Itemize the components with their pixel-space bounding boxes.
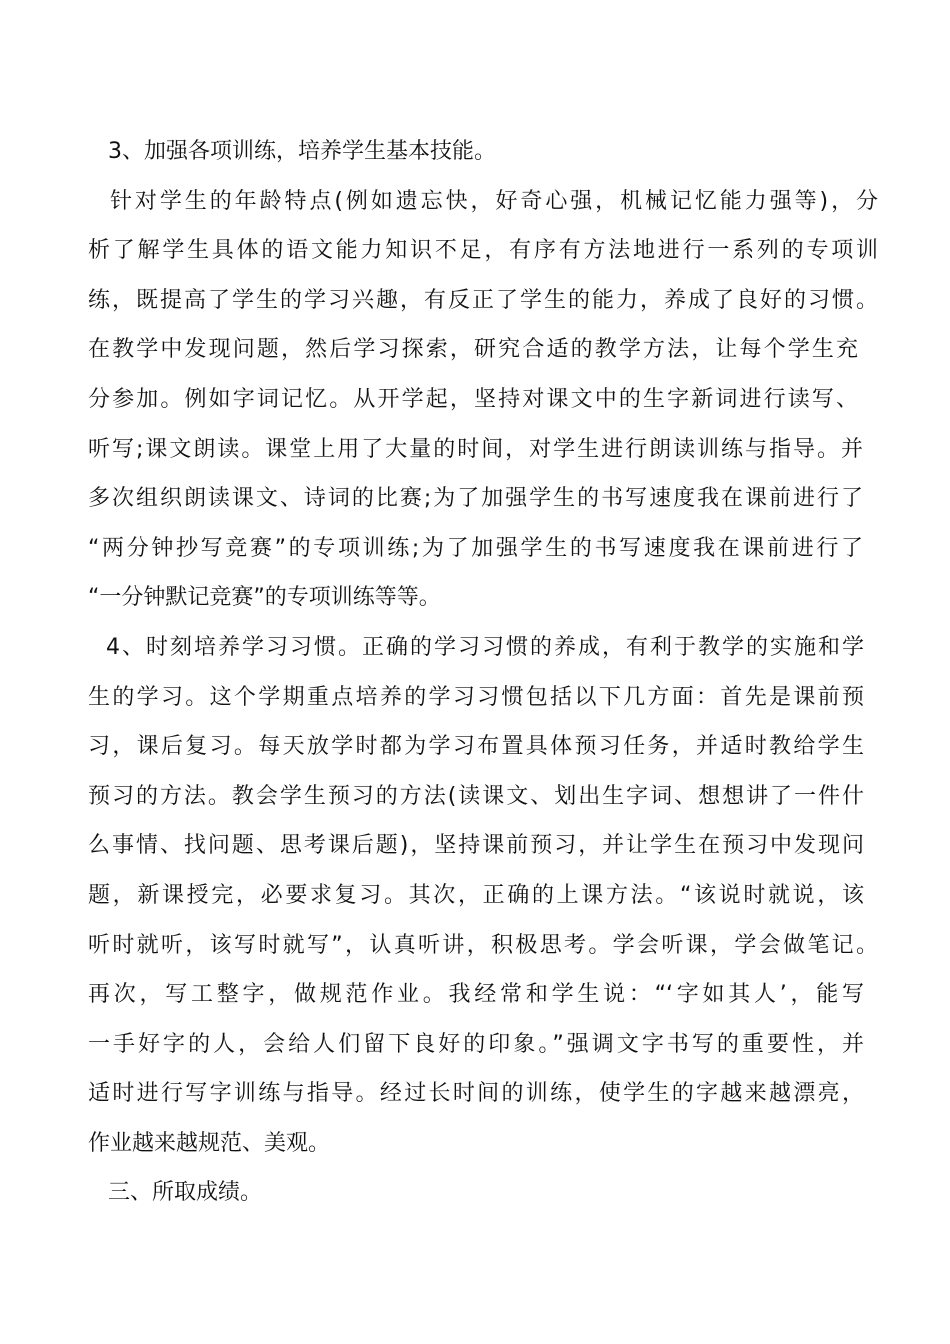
paragraph-line: 题，新课授完，必要求复习。其次，正确的上课方法。“该说时就说，该 xyxy=(88,882,864,908)
paragraph-line: 在教学中发现问题，然后学习探索，研究合适的教学方法，让每个学生充 xyxy=(88,337,858,363)
section-heading-4: 4、时刻培养学习习惯。正确的学习习惯的养成，有利于教学的实施和学 xyxy=(106,634,864,660)
paragraph-line: 分参加。例如字词记忆。从开学起，坚持对课文中的生字新词进行读写、 xyxy=(88,386,858,412)
paragraph-line: 预习的方法。教会学生预习的方法(读课文、划出生字词、想想讲了一件什 xyxy=(88,783,864,809)
paragraph-line: 一手好字的人，会给人们留下良好的印象。”强调文字书写的重要性，并 xyxy=(88,1031,864,1057)
paragraph-line: 多次组织朗读课文、诗词的比赛;为了加强学生的书写速度我在课前进行了 xyxy=(88,486,863,512)
paragraph-line: “一分钟默记竞赛”的专项训练等等。 xyxy=(88,585,441,611)
paragraph-line: “两分钟抄写竞赛”的专项训练;为了加强学生的书写速度我在课前进行了 xyxy=(88,535,863,561)
paragraph-line: 再次，写工整字，做规范作业。我经常和学生说：“‘字如其人’，能写 xyxy=(88,982,864,1008)
paragraph-line: 析了解学生具体的语文能力知识不足，有序有方法地进行一系列的专项训 xyxy=(88,238,878,264)
paragraph-line: 听时就听，该写时就写”，认真听讲，积极思考。学会听课，学会做笔记。 xyxy=(88,932,878,958)
section-heading-results: 三、所取成绩。 xyxy=(108,1180,263,1206)
paragraph-line: 练，既提高了学生的学习兴趣，有反正了学生的能力，养成了良好的习惯。 xyxy=(88,287,878,313)
section-heading-3: 3、加强各项训练，培养学生基本技能。 xyxy=(108,139,496,164)
document-body xyxy=(88,127,878,1218)
paragraph-line: 生的学习。这个学期重点培养的学习习惯包括以下几方面：首先是课前预 xyxy=(88,684,864,710)
paragraph-line: 习，课后复习。每天放学时都为学习布置具体预习任务，并适时教给学生 xyxy=(88,734,864,760)
paragraph-line: 针对学生的年龄特点(例如遗忘快，好奇心强，机械记忆能力强等)，分 xyxy=(110,188,878,214)
paragraph-line: 听写;课文朗读。课堂上用了大量的时间，对学生进行朗读训练与指导。并 xyxy=(88,436,863,462)
paragraph-line: 么事情、找问题、思考课后题)，坚持课前预习，并让学生在预习中发现问 xyxy=(88,833,864,859)
paragraph-line: 适时进行写字训练与指导。经过长时间的训练，使学生的字越来越漂亮， xyxy=(88,1081,864,1107)
paragraph-line: 作业越来越规范、美观。 xyxy=(88,1130,331,1156)
